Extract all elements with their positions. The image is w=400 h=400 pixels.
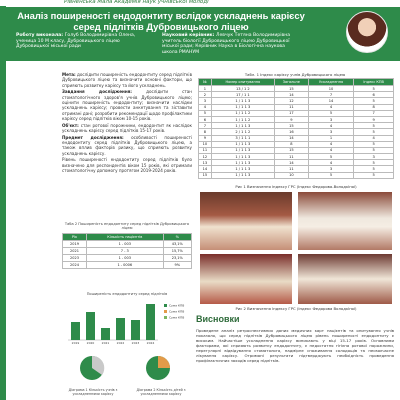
table-cell: 8 <box>274 141 308 147</box>
table-cell: 3 / 1 1 1 <box>211 135 274 141</box>
table-cell: 14 <box>199 166 212 172</box>
photo-caption-top: Рис 1 Визначення індексу ГРС (Індекс Федорова-Володкіної) <box>235 184 357 189</box>
intro-text <box>62 72 192 175</box>
table-cell: 6 <box>199 116 212 122</box>
table-row <box>63 261 192 268</box>
table-cell: 15 <box>199 172 212 178</box>
table-cell: 7 <box>354 110 394 116</box>
table-cell: 5 <box>354 172 394 178</box>
table-cell: 1 / 1 1 3 <box>211 141 274 147</box>
table-cell: 8 <box>199 129 212 135</box>
table-cell: 15 <box>274 123 308 129</box>
table-cell: 2019 <box>63 240 87 247</box>
teeth-photo-2 <box>298 192 392 250</box>
supervisor-text: Левчук Тетяна Володимирівна учитель біології Дубровицького ліцею Дубровицької міської ради; Керівник Наука в Біологічна наукова школа РМАНУМ <box>162 33 291 55</box>
table-small-header: % <box>163 233 191 240</box>
table-cell: 17 / 1 1 <box>211 92 274 98</box>
author-text: Голуб Володимирівна Олена, ученица 10 М класу, Дубровицького ліцею Дубровицької міської ради <box>16 33 136 50</box>
poster-title: Аналіз поширеності ендодонтиту вслідок ускладнень карієсу серед підлітків Дубровицького ліцею <box>17 10 305 32</box>
table-cell: 11 <box>199 147 212 153</box>
table-cell: 7 - 3 <box>86 247 163 254</box>
intro-aim: Мета: дослідити поширеність ендодонтиту серед підлітків Дубровицького ліцею та визначити основні фактори, що сприяють розвитку карієсу та його ускладнень. <box>62 72 192 88</box>
intro-tasks: Завдання дослідження: дослідити стан стоматологічного здоров'я учнів Дубровицького ліцею; оцінити поширеність ендодонтиту; визначити наслідки ускладнень карієсу; провести анкетування та зіставити отримані дані; розробити рекомендації щодо профілактики карієсу серед підлітків віком 10-15 років. <box>62 89 192 121</box>
table-cell: 5 <box>354 86 394 92</box>
top-banner <box>0 0 400 6</box>
table-cell: 1 / 1 1 3 <box>211 98 274 104</box>
table-cell: 8 <box>354 104 394 110</box>
table-cell: 3 <box>354 154 394 160</box>
table-big-header: № <box>199 79 212 86</box>
intro-subject: Предмет дослідження: особливості поширеності ендодонтиту серед підлітків Дубровицького ліцею, а також вплив факторів ризику, що сприяють розвитку ускладнень карієсу. <box>62 134 192 156</box>
table-cell: 9 <box>274 116 308 122</box>
table-cell: 3 <box>308 166 354 172</box>
x-tick-label: 2021 <box>101 341 110 345</box>
legend-swatch <box>164 304 167 307</box>
x-tick-label: 2020 <box>86 341 95 345</box>
table-cell: 1 / 1 1 3 <box>211 154 274 160</box>
table-cell: 4 <box>308 141 354 147</box>
bar <box>101 328 110 340</box>
bar <box>146 304 155 340</box>
table-cell: 1 <box>199 86 212 92</box>
pies-svg <box>62 354 192 384</box>
table-cell: 1 <box>308 135 354 141</box>
bar-chart-svg <box>62 296 192 348</box>
table-big-header: Ускладнення <box>308 79 354 86</box>
table-cell: 1 / 1 1 3 <box>211 104 274 110</box>
table-cell: 5 <box>308 110 354 116</box>
bar <box>86 312 95 340</box>
table-cell: 15 <box>274 147 308 153</box>
x-tick-label: 2019 <box>71 341 80 345</box>
intro-object: Об'єкт: стан ротової порожнини, ендодонтит як наслідок ускладнень карієсу серед підлітків 15-17 років. <box>62 122 192 133</box>
table-cell: 14 <box>274 135 308 141</box>
table-cell: 10 <box>274 172 308 178</box>
table-cell: 5 <box>354 141 394 147</box>
table-cell: 3 <box>308 116 354 122</box>
table-big <box>198 78 394 179</box>
table-cell: 7 <box>199 123 212 129</box>
table-cell: 12 <box>199 154 212 160</box>
table-cell: 5 <box>354 166 394 172</box>
table-cell: 1 / 1 1 3 <box>211 172 274 178</box>
table-cell: 15 <box>274 86 308 92</box>
chart-title: Поширеність ендодонтиту серед підлітків <box>86 292 168 296</box>
table-cell: 1 - 003 <box>86 240 163 247</box>
table-cell: 1 / 1 1 2 <box>211 116 274 122</box>
table-cell: 1 / 1 1 3 <box>211 160 274 166</box>
table-cell: 2 / 1 1 2 <box>211 129 274 135</box>
table-cell: 4 <box>199 104 212 110</box>
table-cell: 12 <box>274 98 308 104</box>
x-tick-label: 2023 <box>131 341 140 345</box>
bar <box>131 320 140 340</box>
author-photo <box>346 11 388 53</box>
caries-index-table <box>198 78 394 179</box>
conclusion-text: Проведене аналіз ретроспективних даних медичних карт пацієнтів та опитування учнів показало, що серед підлітків Дубровицького ліцею рівень поширеності ендодонтиту є високим. Найчастіше ускладнення карієсу виникають у віці 15-17 років. Основними факторами, які сприяють розвитку ендодонтиту, є недостатня гігієна ротової порожнини, нерегулярні відвідування стоматолога, надмірне споживання солодощів та несвоєчасне лікування карієсу. Отримані результати підтверджують необхідність проведення профілактичних заходів серед підлітків. <box>196 328 394 363</box>
prevalence-table <box>62 233 192 269</box>
table-cell: 14 <box>274 160 308 166</box>
table-cell: 1 - 0006 <box>86 261 163 268</box>
table-cell: 1 / 1 1 3 <box>211 123 274 129</box>
teeth-photo-4 <box>298 254 392 304</box>
table-row <box>199 172 394 178</box>
table-cell: 13 <box>199 160 212 166</box>
author-supervisor <box>162 33 297 55</box>
table-cell: 2024 <box>63 261 87 268</box>
bar-chart <box>62 292 192 350</box>
table-cell: 11 <box>274 104 308 110</box>
table-cell: 5 <box>354 129 394 135</box>
table-cell: 9 <box>354 116 394 122</box>
intro-level: Рівень поширеності ендодонтиту серед підлітків було визначено для респондентів віком 15 років, які отримали стоматологічну допомогу протягом 2019-2024 років. <box>62 157 192 174</box>
table-row <box>63 247 192 254</box>
table-cell: 11 <box>274 154 308 160</box>
table-cell: 2 <box>199 92 212 98</box>
teeth-photo-3 <box>200 254 292 304</box>
table-cell: 23,1% <box>163 254 191 261</box>
table-cell: 5 <box>308 172 354 178</box>
table-small-header: Рік <box>63 233 87 240</box>
banner-text: Рівненська Мала Академія наук учнівської молоді <box>64 0 209 5</box>
table-cell: 14 <box>274 92 308 98</box>
pie-2-caption: Діаграма 2 Кількість дітей з ускладненнями карієсу <box>136 388 186 396</box>
table-cell: 4 <box>308 147 354 153</box>
conclusion-title: Висновки <box>196 314 240 324</box>
table-cell: 43,1% <box>163 240 191 247</box>
table-cell: 10 <box>308 86 354 92</box>
table-cell: 4 <box>308 160 354 166</box>
legend-label: Сума КПВ <box>169 315 185 320</box>
table-cell: 5 <box>199 110 212 116</box>
table-row <box>63 254 192 261</box>
table-cell: 14 <box>308 98 354 104</box>
pie-2-slice-b <box>158 356 170 368</box>
bar <box>71 322 80 340</box>
table-cell: 3 <box>308 129 354 135</box>
table-cell: 2021 <box>63 247 87 254</box>
table-cell: 1 / 1 1 3 <box>211 147 274 153</box>
bar <box>116 318 125 340</box>
table-cell: 3 <box>199 98 212 104</box>
table-cell: 15,7% <box>163 247 191 254</box>
author-student <box>16 33 151 50</box>
table-row <box>63 240 192 247</box>
table-cell: 5 <box>354 160 394 166</box>
x-tick-label: 2022 <box>116 341 125 345</box>
photo-caption-bottom: Рис 2 Визначення індексу ГРС (Індекс Федорова Володкіної) <box>235 306 357 311</box>
x-tick-label: 2024 <box>146 341 155 345</box>
table-big-header: Номер опитування <box>211 79 274 86</box>
table-cell: 5 <box>354 147 394 153</box>
table-small-caption: Таба 2 Поширеність ендодонтиту серед підлітків Дубровицького ліцею <box>64 222 190 231</box>
legend-swatch <box>164 316 167 319</box>
table-cell: 5 <box>354 98 394 104</box>
table-cell: 5 <box>308 154 354 160</box>
pie-charts <box>62 354 192 396</box>
legend-swatch <box>164 310 167 313</box>
table-cell: 4 <box>308 104 354 110</box>
table-cell: 2023 <box>63 254 87 261</box>
table-cell: 4 <box>308 123 354 129</box>
table-cell: 1 - 003 <box>86 254 163 261</box>
legend-label: Сума КПВ <box>169 303 185 308</box>
table-cell: 5 <box>354 123 394 129</box>
table-cell: 7 <box>308 92 354 98</box>
table-cell: 16 <box>274 129 308 135</box>
table-cell: 4 <box>354 135 394 141</box>
table-big-header: Загальне <box>274 79 308 86</box>
author-label: Роботу виконала: <box>16 33 64 38</box>
table-cell: 10 <box>199 141 212 147</box>
table-big-caption: Табл. 1 Індекс карієсу учнів Дубровицького ліцею <box>244 72 346 77</box>
table-cell: 9% <box>163 261 191 268</box>
table-small <box>62 222 192 269</box>
table-big-header: Індекс КПВ <box>354 79 394 86</box>
table-cell: 11 <box>274 166 308 172</box>
header <box>6 7 400 61</box>
table-cell: 1 / 1 1 2 <box>211 110 274 116</box>
table-cell: 17 <box>274 110 308 116</box>
table-cell: 9 <box>199 135 212 141</box>
table-cell: 13 / 1 2 <box>211 86 274 92</box>
table-cell: 1 / 1 1 3 <box>211 166 274 172</box>
teeth-photo-1 <box>200 192 292 250</box>
legend-label: Сума КПВ <box>169 309 185 314</box>
table-cell: 6 <box>354 92 394 98</box>
table-small-header: Кількість пацієнтів <box>86 233 163 240</box>
supervisor-label: Науковий керівник: <box>162 33 215 38</box>
pie-1-caption: Діаграма 1 Кількість учнів з ускладненнями карієсу <box>68 388 118 396</box>
